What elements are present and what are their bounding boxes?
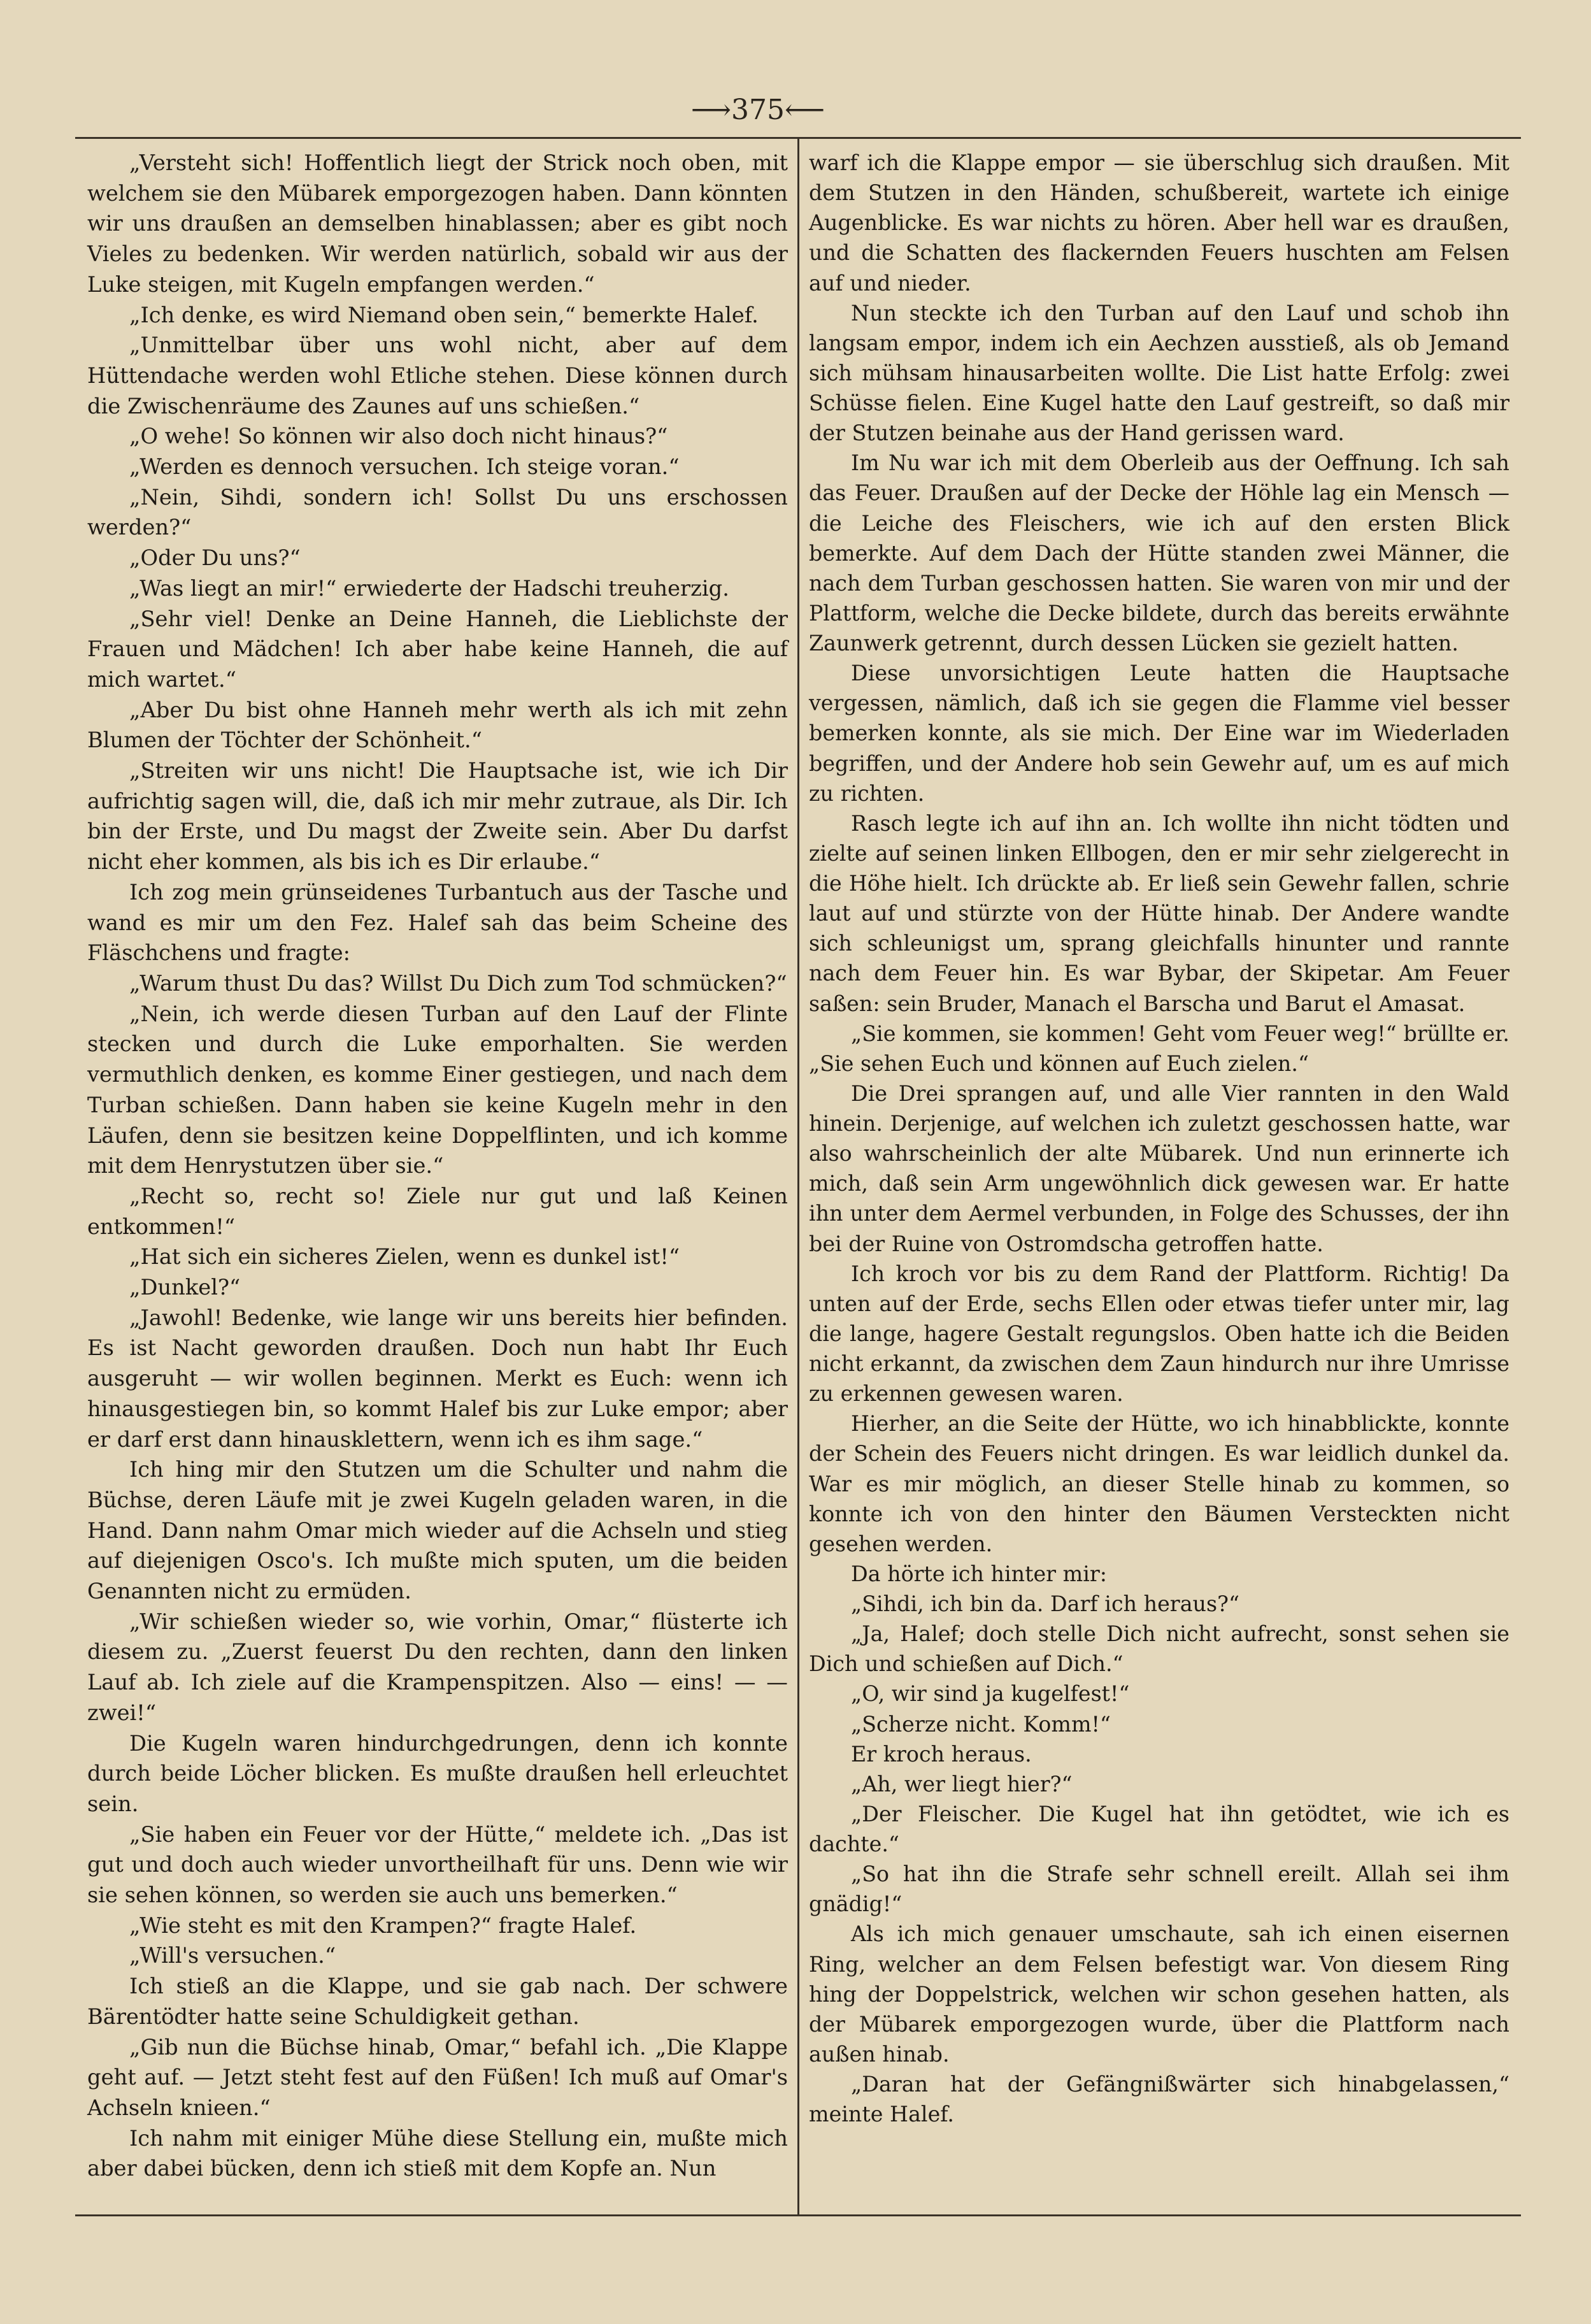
paragraph: warf ich die Klappe empor — sie überschlug sich draußen. Mit dem Stutzen in den Händen, schußbereit, wartete ich einige Augenblicke. Es war nichts zu hören. Aber hell war es draußen, und die Schatten des flackernden Feuers huschten am Felsen auf und nieder. (809, 150, 1509, 296)
paragraph: „Ah, wer liegt hier?“ (851, 1771, 1073, 1797)
paragraph: Da hörte ich hinter mir: (851, 1561, 1108, 1586)
paragraph: „Unmittelbar über uns wohl nicht, aber auf dem Hüttendache werden wohl Etliche stehen. Diese können durch die Zwischenräume des Zaunes auf uns schießen.“ (87, 333, 788, 419)
paragraph: „Ich denke, es wird Niemand oben sein,“ bemerkte Halef. (129, 302, 759, 327)
paragraph: „Gib nun die Büchse hinab, Omar,“ befahl ich. „Die Klappe geht auf. — Jetzt steht fest auf den Füßen! Ich muß auf Omar's Achseln knieen.“ (87, 2034, 788, 2120)
right-column (809, 148, 1509, 2129)
paragraph: „Recht so, recht so! Ziele nur gut und laß Keinen entkommen!“ (87, 1183, 788, 1239)
paragraph: „Jawohl! Bedenke, wie lange wir uns bereits hier befinden. Es ist Nacht geworden draußen. Doch nun habt Ihr Euch ausgeruht — wir wollen beginnen. Merkt es Euch: wenn ich hinausgestiegen bin, so kommt Halef bis zur Luke empor; aber er darf erst dann hinausklettern, wenn ich es ihm sage.“ (87, 1305, 788, 1452)
paragraph: „Was liegt an mir!“ erwiederte der Hadschi treuherzig. (129, 575, 729, 601)
paragraph: „Wie steht es mit den Krampen?“ fragte Halef. (129, 1912, 637, 1938)
paragraph: „O wehe! So können wir also doch nicht hinaus?“ (129, 424, 668, 449)
paragraph: „Der Fleischer. Die Kugel hat ihn getödtet, wie ich es dachte.“ (809, 1801, 1509, 1856)
paragraph: „Will's versuchen.“ (129, 1943, 336, 1969)
paragraph: Die Kugeln waren hindurchgedrungen, denn ich konnte durch beide Löcher blicken. Es mußte draußen hell erleuchtet sein. (87, 1730, 788, 1816)
left-column (87, 148, 788, 2184)
page-number-text: 375 (731, 94, 785, 126)
paragraph: Ich nahm mit einiger Mühe diese Stellung ein, mußte mich aber dabei bücken, denn ich stieß mit dem Kopfe an. Nun (87, 2125, 788, 2181)
paragraph: „Sie kommen, sie kommen! Geht vom Feuer weg!“ brüllte er. „Sie sehen Euch und können auf Euch zielen.“ (809, 1021, 1509, 1076)
page-number: ⟶375⟵ (690, 94, 825, 126)
paragraph: Hierher, an die Seite der Hütte, wo ich hinabblickte, konnte der Schein des Feuers nicht dringen. Es war leidlich dunkel da. War es mir möglich, an dieser Stelle hinab zu kommen, so konnte ich von den hinter den Bäumen Versteckten nicht gesehen werden. (809, 1411, 1509, 1556)
paragraph: Im Nu war ich mit dem Oberleib aus der Oeffnung. Ich sah das Feuer. Draußen auf der Decke der Höhle lag ein Mensch — die Leiche des Fleischers, wie ich auf den ersten Blick bemerkte. Auf dem Dach der Hütte standen zwei Männer, die nach dem Turban geschossen hatten. Sie waren von mir und der Plattform, welche die Decke bildete, durch das bereits erwähnte Zaunwerk getrennt, durch dessen Lücken sie gezielt hatten. (809, 450, 1509, 656)
paragraph: Ich hing mir den Stutzen um die Schulter und nahm die Büchse, deren Läufe mit je zwei Kugeln geladen waren, in die Hand. Dann nahm Omar mich wieder auf die Achseln und stieg auf diejenigen Osco's. Ich mußte mich sputen, um die beiden Genannten nicht zu ermüden. (87, 1457, 788, 1604)
paragraph: „Wir schießen wieder so, wie vorhin, Omar,“ flüsterte ich diesem zu. „Zuerst feuerst Du den rechten, dann den linken Lauf ab. Ich ziele auf die Krampenspitzen. Also — eins! — — zwei!“ (87, 1609, 788, 1725)
paragraph: „Daran hat der Gefängnißwärter sich hinabgelassen,“ meinte Halef. (809, 2072, 1509, 2127)
paragraph: „So hat ihn die Strafe sehr schnell ereilt. Allah sei ihm gnädig!“ (809, 1861, 1509, 1917)
paragraph: Als ich mich genauer umschaute, sah ich einen eisernen Ring, welcher an dem Felsen befestigt war. Von diesem Ring hing der Doppelstrick, welchen wir schon gesehen hatten, als der Mübarek emporgezogen wurde, über die Plattform nach außen hinab. (809, 1921, 1509, 2067)
paragraph: „Aber Du bist ohne Hanneh mehr werth als ich mit zehn Blumen der Töchter der Schönheit.“ (87, 697, 788, 753)
paragraph: „Werden es dennoch versuchen. Ich steige voran.“ (129, 454, 680, 480)
paragraph: Nun steckte ich den Turban auf den Lauf und schob ihn langsam empor, indem ich ein Aechzen ausstieß, als ob Jemand sich mühsam hinausarbeiten wollte. Die List hatte Erfolg: zwei Schüsse fielen. Eine Kugel hatte den Lauf gestreift, so daß mir der Stutzen beinahe aus der Hand gerissen ward. (809, 300, 1509, 446)
paragraph: „Warum thust Du das? Willst Du Dich zum Tod schmücken?“ (129, 970, 787, 996)
paragraph: „Versteht sich! Hoffentlich liegt der Strick noch oben, mit welchem sie den Mübarek emporgezogen haben. Dann könnten wir uns draußen an demselben hinablassen; aber es gibt noch Vieles zu bedenken. Wir werden natürlich, sobald wir aus der Luke steigen, mit Kugeln empfangen werden.“ (87, 150, 788, 297)
footer-rule (75, 2214, 1521, 2216)
paragraph: „Ja, Halef; doch stelle Dich nicht aufrecht, sonst sehen sie Dich und schießen auf Dich.“ (809, 1621, 1509, 1677)
paragraph: „Sie haben ein Feuer vor der Hütte,“ meldete ich. „Das ist gut und doch auch wieder unvortheilhaft für uns. Denn wie wir sie sehen können, so werden sie auch uns bemerken.“ (87, 1821, 788, 1908)
paragraph: Er kroch heraus. (851, 1741, 1032, 1767)
paragraph: „O, wir sind ja kugelfest!“ (851, 1681, 1130, 1707)
paragraph: Ich stieß an die Klappe, und sie gab nach. Der schwere Bärentödter hatte seine Schuldigkeit gethan. (87, 1974, 788, 2029)
paragraph: „Oder Du uns?“ (129, 545, 301, 571)
paragraph: „Sehr viel! Denke an Deine Hanneh, die Lieblichste der Frauen und Mädchen! Ich aber habe keine Hanneh, die auf mich wartet.“ (87, 606, 788, 692)
paragraph: „Scherze nicht. Komm!“ (851, 1711, 1111, 1737)
paragraph: „Hat sich ein sicheres Zielen, wenn es dunkel ist!“ (129, 1244, 680, 1270)
paragraph: Rasch legte ich auf ihn an. Ich wollte ihn nicht tödten und zielte auf seinen linken Ellbogen, den er mir sehr zielgerecht in die Höhe hielt. Ich drückte ab. Er ließ sein Gewehr fallen, schrie laut auf und stürzte von der Hütte hinab. Der Andere wandte sich schleunigst um, sprang gleichfalls hinunter und rannte nach dem Feuer hin. Es war Bybar, der Skipetar. Am Feuer saßen: sein Bruder, Manach el Barscha und Barut el Amasat. (809, 810, 1509, 1016)
paragraph: Diese unvorsichtigen Leute hatten die Hauptsache vergessen, nämlich, daß ich sie gegen die Flamme viel besser bemerken konnte, als sie mich. Der Eine war im Wiederladen begriffen, und der Andere hob sein Gewehr auf, um es auf mich zu richten. (809, 661, 1509, 806)
paragraph: „Dunkel?“ (129, 1275, 241, 1300)
paragraph: Ich kroch vor bis zu dem Rand der Plattform. Richtig! Da unten auf der Erde, sechs Ellen oder etwas tiefer unter mir, lag die lange, hagere Gestalt regungslos. Oben hatte ich die Beiden nicht erkannt, da zwischen dem Zaun hindurch nur ihre Umrisse zu erkennen gewesen waren. (809, 1261, 1509, 1407)
paragraph: „Sihdi, ich bin da. Darf ich heraus?“ (851, 1591, 1239, 1616)
paragraph: „Nein, ich werde diesen Turban auf den Lauf der Flinte stecken und durch die Luke emporhalten. Sie werden vermuthlich denken, es komme Einer gestiegen, und nach dem Turban schießen. Dann haben sie keine Kugeln mehr in den Läufen, denn sie besitzen keine Doppelflinten, und ich komme mit dem Henrystutzen über sie.“ (87, 1001, 788, 1179)
paragraph: „Streiten wir uns nicht! Die Hauptsache ist, wie ich Dir aufrichtig sagen will, die, daß ich mir mehr zutraue, als Dir. Ich bin der Erste, und Du magst der Zweite sein. Aber Du darfst nicht eher kommen, als bis ich es Dir erlaube.“ (87, 758, 788, 875)
column-divider (797, 137, 799, 2215)
paragraph: „Nein, Sihdi, sondern ich! Sollst Du uns erschossen werden?“ (87, 484, 788, 540)
paragraph: Die Drei sprangen auf, und alle Vier rannten in den Wald hinein. Derjenige, auf welchen ich zuletzt geschossen hatte, war also wahrscheinlich der alte Mübarek. Und nun erinnerte ich mich, daß sein Arm ungewöhnlich dick gewesen war. Er hatte ihn unter dem Aermel verbunden, in Folge des Schusses, der ihn bei der Ruine von Ostromdscha getroffen hatte. (809, 1080, 1509, 1256)
paragraph: Ich zog mein grünseidenes Turbantuch aus der Tasche und wand es mir um den Fez. Halef sah das beim Scheine des Fläschchens und fragte: (87, 879, 788, 966)
